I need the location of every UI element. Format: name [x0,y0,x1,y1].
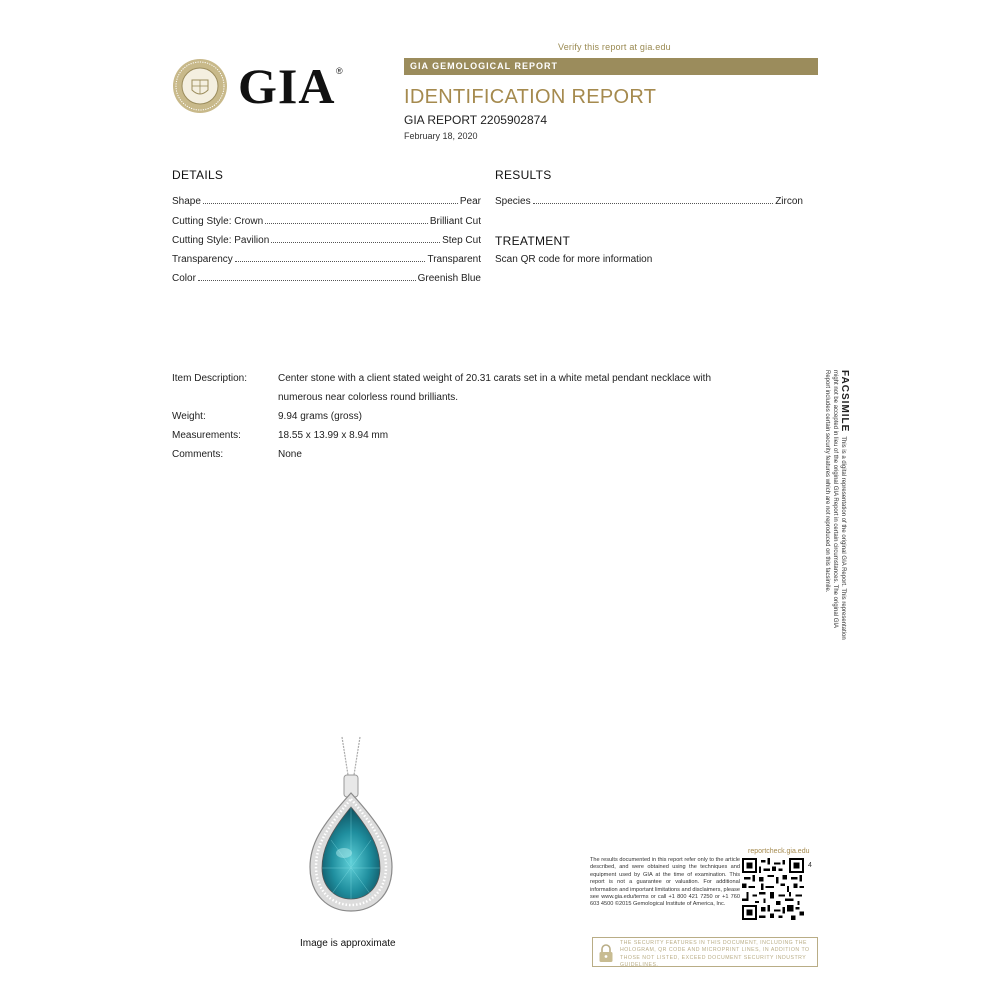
item-row-comments [172,445,772,464]
detail-row-crown [172,207,481,226]
result-value: Zircon [775,196,803,207]
detail-row-transparency [172,246,481,265]
details-heading: DETAILS [172,168,224,182]
item-value: 18.55 x 13.99 x 8.94 mm [278,430,389,441]
leader-dots [271,241,440,243]
detail-label: Cutting Style: Pavilion [172,234,270,246]
item-value: None [278,449,302,460]
item-label: Weight: [172,411,206,422]
detail-label: Color [172,273,196,285]
leader-dots [235,260,426,262]
detail-value: Brilliant Cut [429,215,481,227]
detail-value: Transparent [427,254,481,266]
leader-dots [533,202,774,204]
leader-dots [265,222,428,224]
leader-dots [203,202,458,204]
detail-row-color [172,265,481,284]
treatment-heading: TREATMENT [495,234,571,248]
item-label: Measurements: [172,430,241,441]
registered-mark: ® [336,66,343,76]
item-label: Comments: [172,449,224,460]
report-number: GIA REPORT 2205902874 [404,113,547,127]
treatment-text: Scan QR code for more information [495,254,653,265]
item-value-line: numerous near colorless round brilliants. [278,392,459,403]
detail-label: Shape [172,196,201,208]
results-heading: RESULTS [495,168,552,182]
result-row-species [495,188,803,207]
facsimile-text: This is a digital representation of the original GIA Report. This representation might not be accepted in lieu of the original GIA Report in certain circumstances. The original GIA Report includes certain security features which are not reproduced on this facsimile. [824,370,846,640]
facsimile-title: FACSIMILE [839,370,850,433]
item-row-description [172,369,772,407]
gia-logo-text: GIA [238,58,336,114]
band-title: GIA GEMOLOGICAL REPORT [410,61,559,71]
detail-label: Cutting Style: Crown [172,215,264,227]
image-caption: Image is approximate [300,938,396,949]
item-value-line: Center stone with a client stated weight of 20.31 carats set in a white metal pendant necklace with [278,373,712,384]
disclaimer-text: The results documented in this report refer only to the article described, and were obtained using the techniques and equipment used by GIA at the time of examination. This report is not a guarantee or valuation. For additional information and important limitations and disclaimers, please see www.gia.edu/terms or call +1 800 421 7250 or +1 760 603 4500 ©2015 Gemological Institute of America, Inc. [590,857,740,908]
qr-mark: 4 [808,862,812,869]
item-description-block [172,369,772,464]
facsimile-notice [798,370,848,640]
report-date: February 18, 2020 [404,131,478,141]
qr-code-icon[interactable] [742,858,804,920]
leader-dots [198,279,416,281]
detail-value: Greenish Blue [417,273,481,285]
results-list [495,188,803,207]
detail-label: Transparency [172,254,233,266]
lock-icon [597,943,615,963]
item-value: 9.94 grams (gross) [278,411,362,422]
detail-row-shape [172,188,481,207]
reportcheck-link[interactable]: reportcheck.gia.edu [748,848,810,855]
item-label: Item Description: [172,373,248,384]
detail-value: Pear [459,196,481,208]
detail-value: Step Cut [442,234,481,246]
item-row-measurements [172,426,772,445]
report-type-title: IDENTIFICATION REPORT [404,86,657,108]
detail-row-pavilion [172,227,481,246]
gia-seal-icon [172,58,228,114]
item-row-weight [172,407,772,426]
result-label: Species [495,196,531,207]
item-value [278,369,772,407]
security-text: THE SECURITY FEATURES IN THIS DOCUMENT, INCLUDING THE HOLOGRAM, QR CODE AND MICROPRINT LINES, IN ADDITION TO THOSE NOT LISTED, EXCEED DOCUMENT SECURITY INDUSTRY GUIDELINES. [620,940,810,969]
details-list [172,188,481,284]
verify-link[interactable]: Verify this report at gia.edu [558,42,671,52]
pendant-image [296,735,406,935]
